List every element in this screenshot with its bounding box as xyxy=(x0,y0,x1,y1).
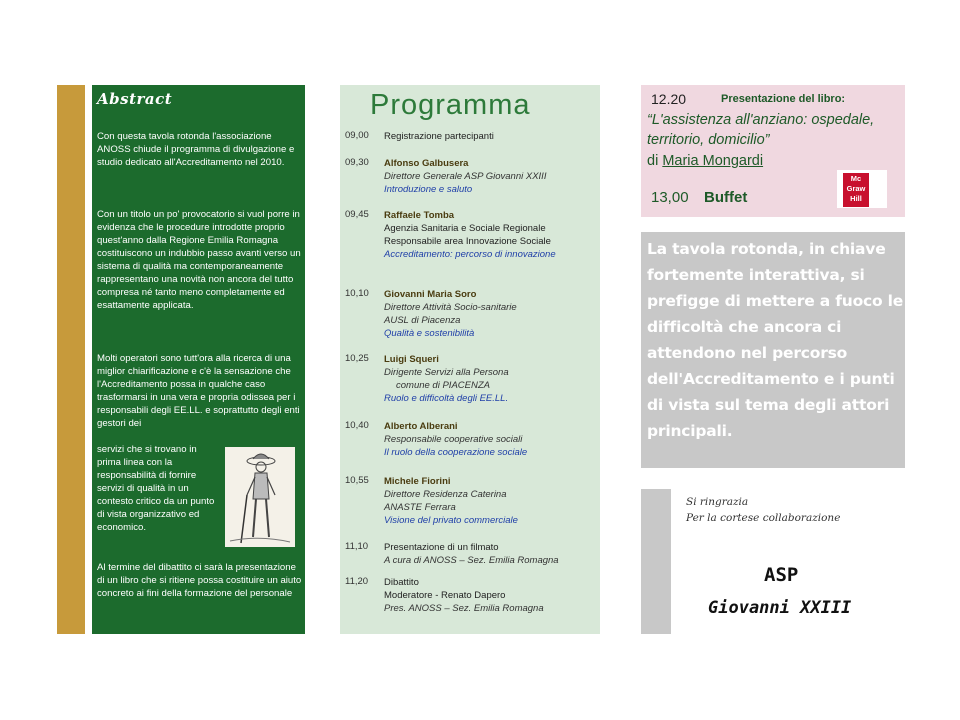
organization-name: ASP xyxy=(764,564,799,586)
program-item-line: Michele Fiorini xyxy=(384,476,451,487)
program-item-time: 11,10 xyxy=(345,541,369,552)
program-item-line: AUSL di Piacenza xyxy=(384,315,461,326)
program-item-time: 10,25 xyxy=(345,353,369,364)
program-item-time: 10,10 xyxy=(345,288,369,299)
programma-panel xyxy=(340,85,600,634)
program-item-line: Alfonso Galbusera xyxy=(384,158,469,169)
program-item-line: Dirigente Servizi alla Persona xyxy=(384,367,509,378)
program-item-time: 09,00 xyxy=(345,130,369,141)
organization-subname: Giovanni XXIII xyxy=(708,598,852,618)
program-item-time: 10,40 xyxy=(345,420,369,431)
program-item-line: Registrazione partecipanti xyxy=(384,131,494,142)
program-item-line: Pres. ANOSS – Sez. Emilia Romagna xyxy=(384,603,544,614)
book-author-line xyxy=(647,153,763,169)
program-item-time: 10,55 xyxy=(345,475,369,486)
abstract-paragraph-3: Molti operatori sono tutt'ora alla ricerca di una miglior chiarificazione e c'è la sensazione che l'Accreditamento possa in qualche caso trasformarsi in una vera e propria odissea per i responsabili degli EE.LL. e soprattutto degli enti gestori dei xyxy=(97,353,300,429)
book-author-name: Maria Mongardi xyxy=(662,153,764,169)
program-item-line: Responsabile area Innovazione Sociale xyxy=(384,236,551,247)
program-item-line: ANASTE Ferrara xyxy=(384,502,456,513)
abstract-title: Abstract xyxy=(97,90,173,108)
program-item-line: Dibattito xyxy=(384,577,419,588)
program-item-line: Presentazione di un filmato xyxy=(384,542,499,553)
abstract-panel xyxy=(92,85,305,634)
mcgraw-hill-logo-text: Mc Graw Hill xyxy=(843,173,869,207)
program-item-line: Moderatore - Renato Dapero xyxy=(384,590,506,601)
buffet-time: 13,00 xyxy=(651,189,689,206)
note-panel xyxy=(641,232,905,468)
book-author-prefix: di xyxy=(647,153,659,169)
program-item-line: Responsabile cooperative sociali xyxy=(384,434,523,445)
program-item-line: Qualità e sostenibilità xyxy=(384,328,475,339)
abstract-paragraph-5: Al termine del dibattito ci sarà la presentazione di un libro che si ritiene possa costituire un aiuto concreto ai fini della formazione del personale xyxy=(97,562,302,599)
program-item-line: Il ruolo della cooperazione sociale xyxy=(384,447,528,458)
program-item-line: Introduzione e saluto xyxy=(384,184,473,195)
mcgraw-hill-logo xyxy=(837,170,887,208)
buffet-label: Buffet xyxy=(704,189,748,206)
thanks-line-2: Per la cortese collaborazione xyxy=(686,512,841,524)
thanks-line-1: Si ringrazia xyxy=(686,496,749,508)
program-item-line: Visione del privato commerciale xyxy=(384,515,518,526)
elderly-man-sketch-image xyxy=(225,447,295,547)
abstract-paragraph-2: Con un titolo un po' provocatorio si vuol porre in evidenza che le procedure introdotte proprio quest'anno dalla Regione Emilia Romagna costituiscono un indubbio passo avanti verso un sistema di qualità ma contemporaneamente rappresentano una novità non ancora del tutto compresa né tanto meno completamente ed esattamente applicata. xyxy=(97,209,301,311)
program-item-line: Direttore Residenza Caterina xyxy=(384,489,507,500)
program-item-line: Raffaele Tomba xyxy=(384,210,455,221)
program-item-line: Luigi Squeri xyxy=(384,354,439,365)
program-item-time: 11,20 xyxy=(345,576,369,587)
program-item-time: 09,30 xyxy=(345,157,369,168)
book-time: 12.20 xyxy=(651,91,687,107)
abstract-paragraph-4: servizi che si trovano in prima linea con la responsabilità di fornire servizi di qualità in un contesto critico da un punto di vista organizzativo ed economico. xyxy=(97,444,215,533)
book-title: “L'assistenza all'anziano: ospedale, territorio, domicilio” xyxy=(647,112,875,148)
program-item-time: 09,45 xyxy=(345,209,369,220)
program-item-line: Alberto Alberani xyxy=(384,421,458,432)
gold-side-strip xyxy=(57,85,85,634)
program-item-line: Giovanni Maria Soro xyxy=(384,289,477,300)
program-item-line: Accreditamento: percorso di innovazione xyxy=(384,249,556,260)
book-heading: Presentazione del libro: xyxy=(721,93,846,105)
program-item-line: Direttore Generale ASP Giovanni XXIII xyxy=(384,171,547,182)
program-item-line: Ruolo e difficoltà degli EE.LL. xyxy=(384,393,509,404)
book-presentation-panel xyxy=(641,85,905,217)
abstract-paragraph-1: Con questa tavola rotonda l'associazione ANOSS chiude il programma di divulgazione e studio dedicato all'Accreditamento nel 2010. xyxy=(97,131,295,168)
program-item-line: A cura di ANOSS – Sez. Emilia Romagna xyxy=(384,555,559,566)
program-item-line: Agenzia Sanitaria e Sociale Regionale xyxy=(384,223,546,234)
thanks-gray-strip xyxy=(641,489,671,634)
programma-title: Programma xyxy=(370,89,531,121)
note-text: La tavola rotonda, in chiave fortemente interattiva, si prefigge di mettere a fuoco le difficoltà che ancora ci attendono nel percorso dell'Accreditamento e i punti di vista sul tema degli attori principali. xyxy=(647,240,904,440)
program-item-line: comune di PIACENZA xyxy=(396,380,490,391)
program-item-line: Direttore Attività Socio-sanitarie xyxy=(384,302,517,313)
